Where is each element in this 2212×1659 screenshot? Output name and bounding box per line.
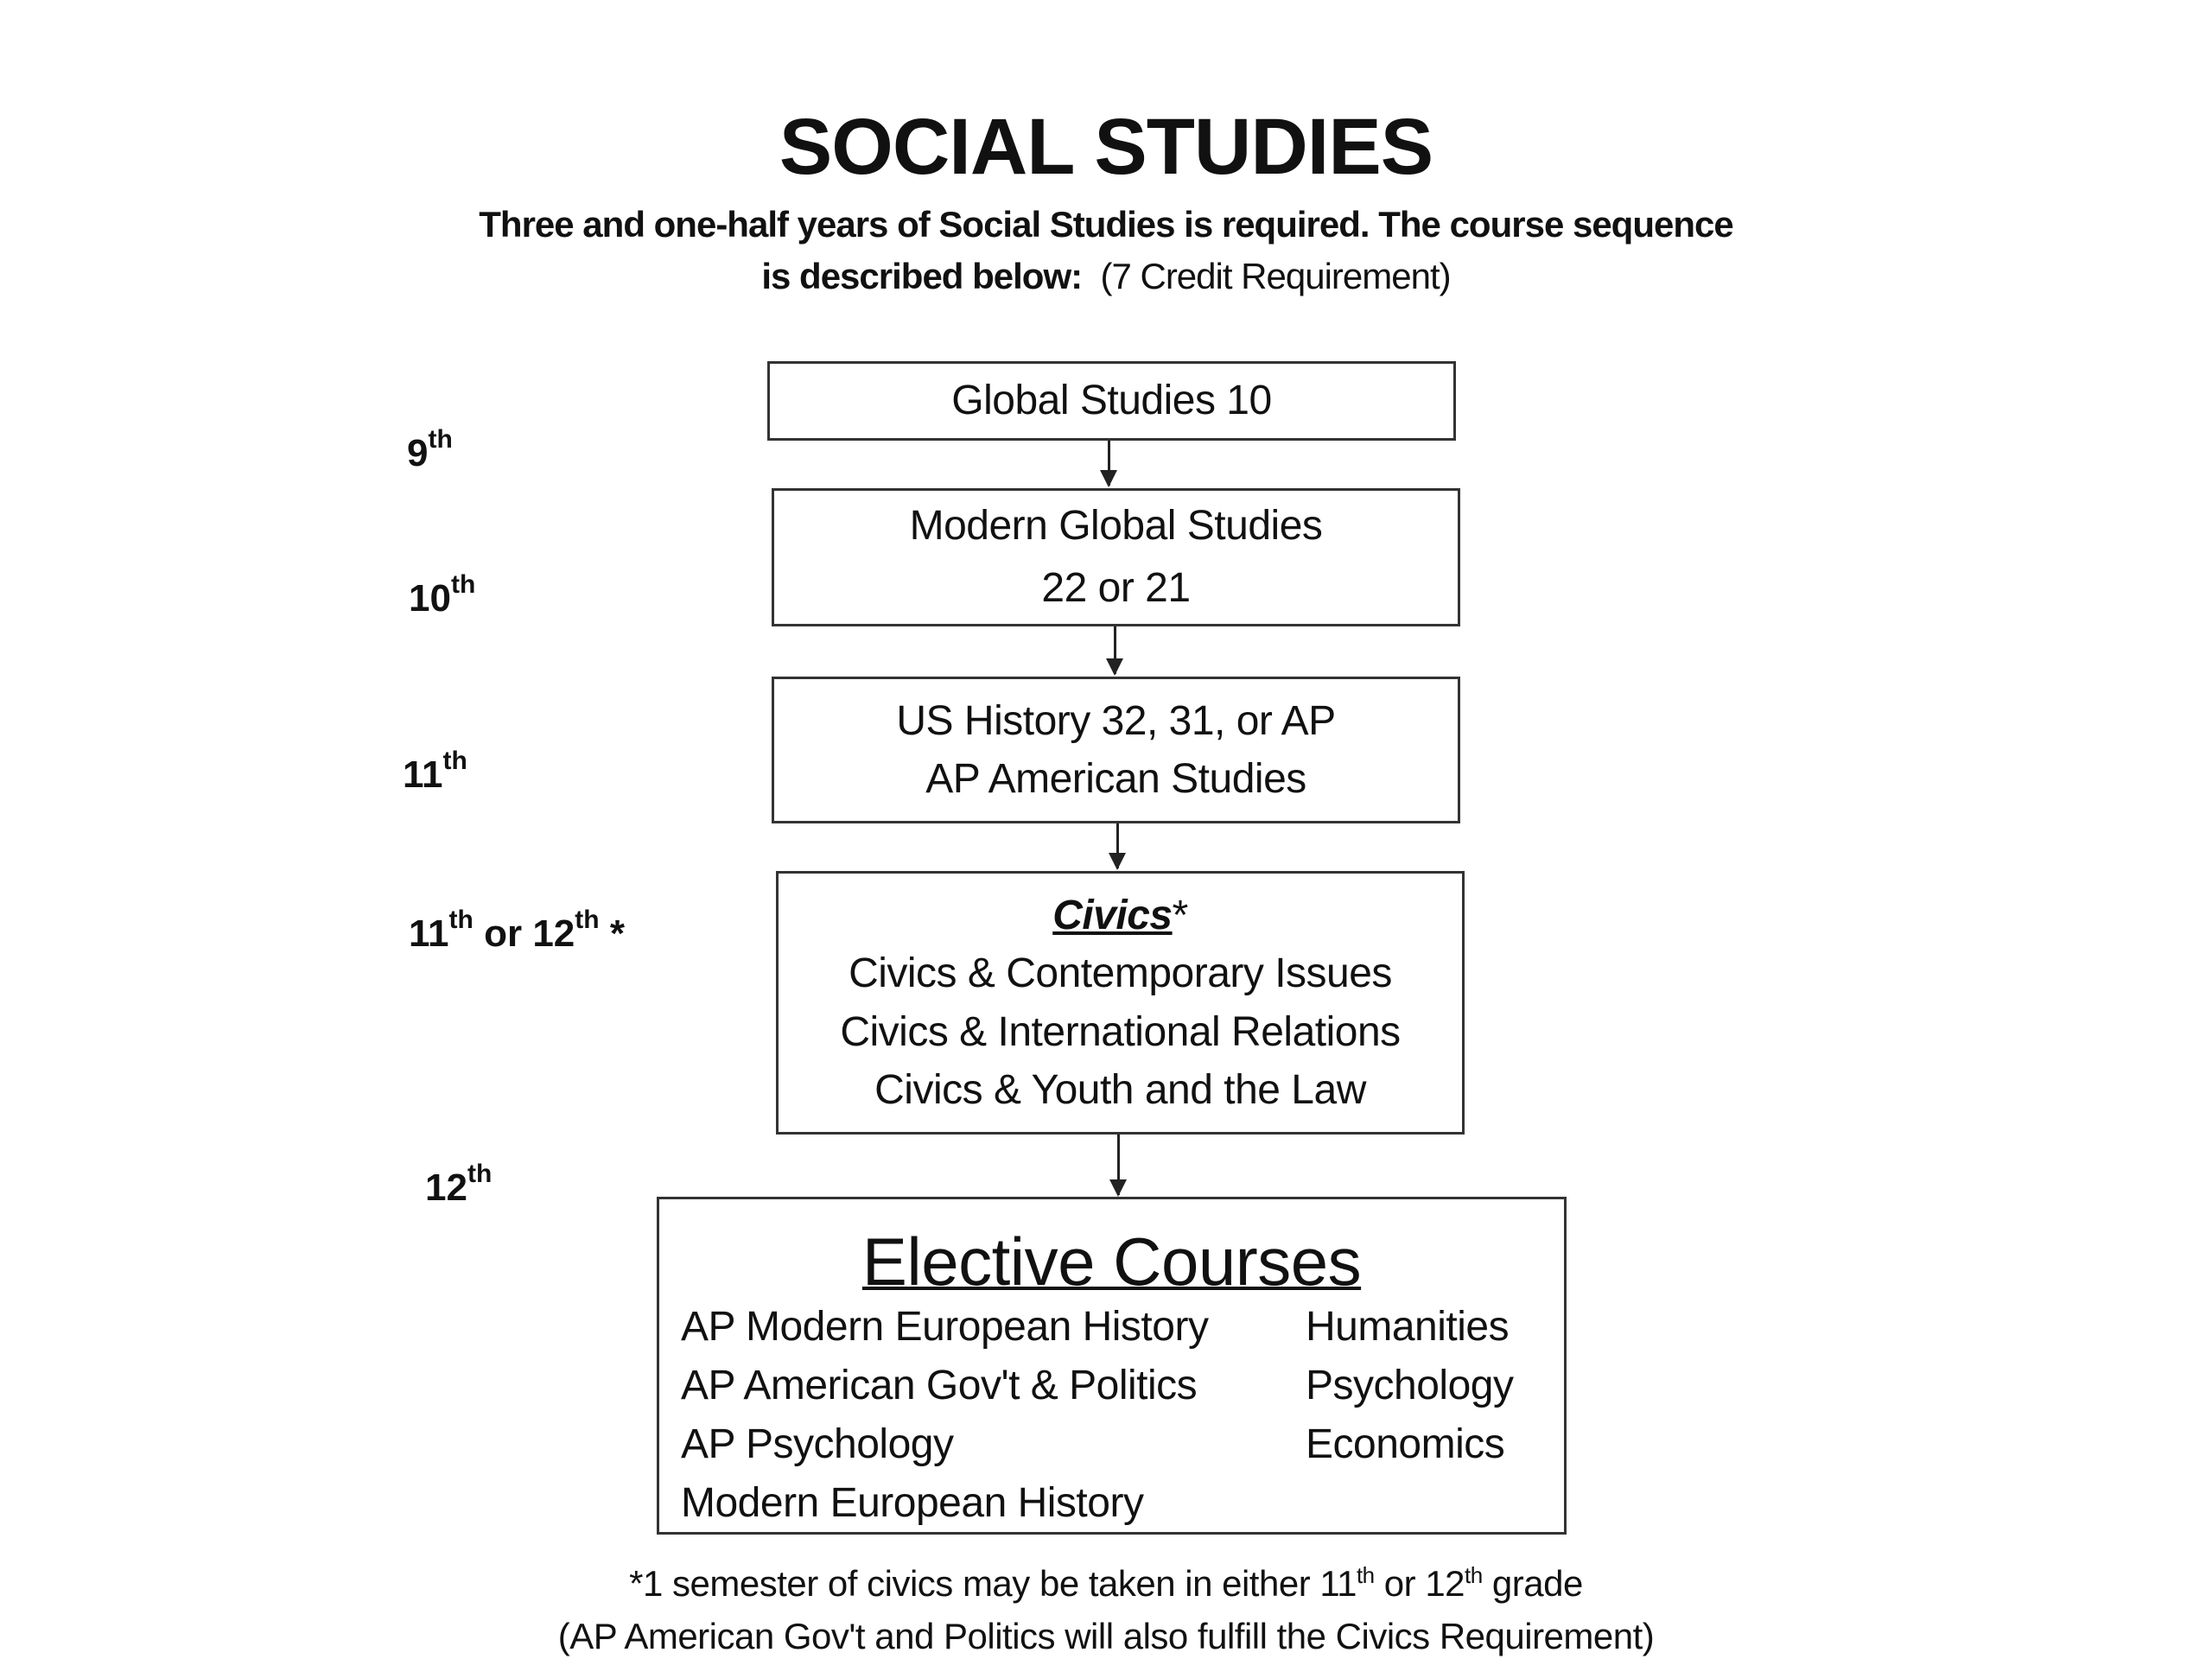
subtitle-line-2 xyxy=(0,256,2212,297)
course-box-civics xyxy=(776,871,1465,1135)
elective-course: AP Psychology xyxy=(681,1421,954,1467)
course-name: US History 32, 31, or AP xyxy=(896,697,1336,744)
subtitle-bold: is described below: xyxy=(761,256,1083,296)
grade-label-10: 10th xyxy=(409,570,476,620)
grade-label-11-or-12: 11th or 12th * xyxy=(409,906,625,955)
arrow-down-icon xyxy=(1108,441,1110,486)
course-numbers: 22 or 21 xyxy=(1041,565,1191,611)
arrow-down-icon xyxy=(1116,823,1119,868)
civics-option: Civics & Contemporary Issues xyxy=(849,950,1392,997)
course-name: Modern Global Studies xyxy=(909,503,1323,549)
grade-label-12: 12th xyxy=(425,1160,493,1209)
elective-course: AP Modern European History xyxy=(681,1304,1209,1350)
electives-right-column xyxy=(1306,1298,1513,1474)
grade-label-9: 9th xyxy=(407,425,453,474)
course-box-modern-global-studies xyxy=(772,488,1460,626)
civics-option: Civics & Youth and the Law xyxy=(874,1066,1366,1113)
course-name: AP American Studies xyxy=(925,756,1306,802)
civics-option: Civics & International Relations xyxy=(840,1008,1401,1055)
footnote-line-2: (AP American Gov't and Politics will also fulfill the Civics Requirement) xyxy=(557,1616,1655,1656)
elective-course: Humanities xyxy=(1306,1304,1510,1350)
arrow-down-icon xyxy=(1114,626,1116,674)
electives-left-column xyxy=(681,1298,1208,1533)
electives-title: Elective Courses xyxy=(861,1224,1362,1300)
course-box-global-studies xyxy=(767,361,1456,441)
elective-course: Modern European History xyxy=(681,1480,1144,1526)
grade-label-11: 11th xyxy=(403,747,467,796)
elective-course: Economics xyxy=(1306,1421,1505,1467)
course-name: Global Studies 10 xyxy=(951,378,1272,424)
civics-title: Civics* xyxy=(1052,893,1188,939)
page-title: SOCIAL STUDIES xyxy=(779,103,1433,191)
footnote-line-1: *1 semester of civics may be taken in either 11th or 12th grade xyxy=(629,1562,1583,1604)
elective-course: Psychology xyxy=(1306,1363,1514,1408)
elective-course: AP American Gov't & Politics xyxy=(681,1363,1198,1408)
credit-requirement: (7 Credit Requirement) xyxy=(1100,256,1451,296)
subtitle-line-1: Three and one-half years of Social Studies is required. The course sequence xyxy=(479,204,1733,245)
course-box-us-history xyxy=(772,677,1460,823)
arrow-down-icon xyxy=(1117,1135,1120,1195)
